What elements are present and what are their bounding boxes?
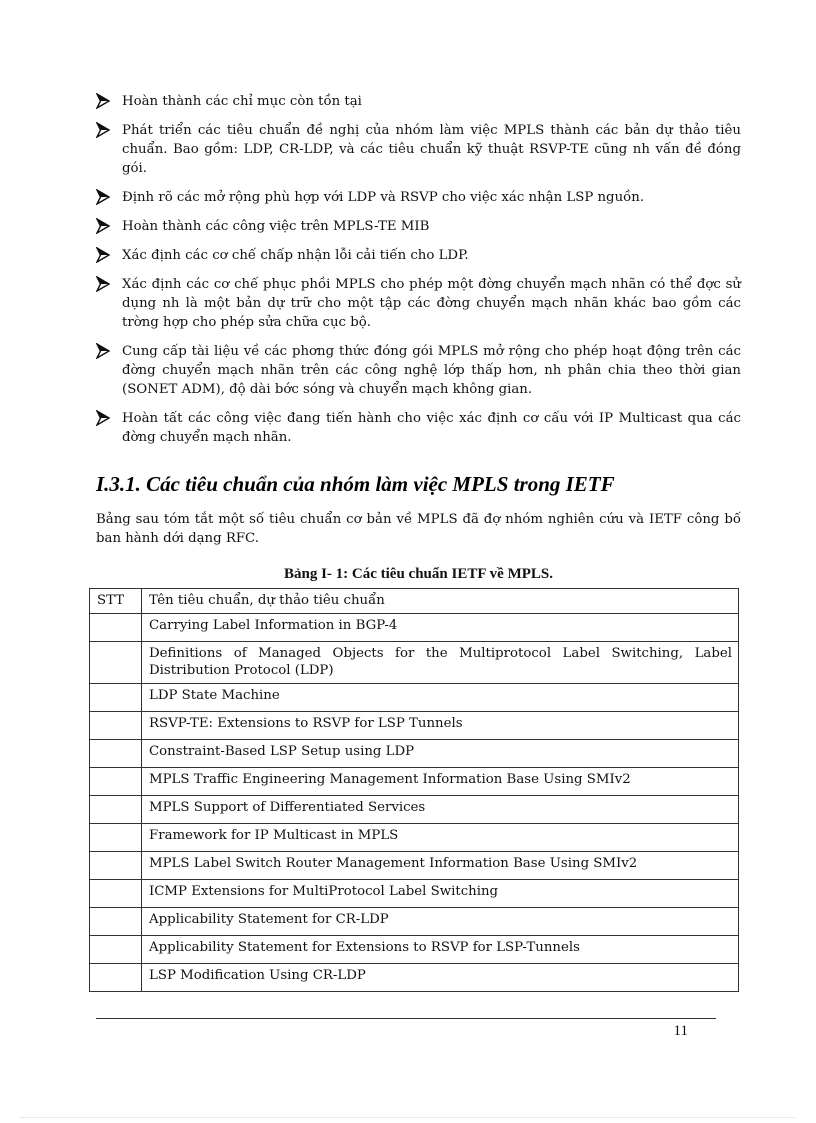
row-standard-name: Constraint-Based LSP Setup using LDP <box>142 740 739 768</box>
header-standard-name: Tên tiêu chuẩn, dự thảo tiêu chuẩn <box>142 589 739 614</box>
bullet-item <box>96 217 741 236</box>
table-row <box>90 852 739 880</box>
row-stt <box>90 964 142 992</box>
row-standard-name: RSVP-TE: Extensions to RSVP for LSP Tunnels <box>142 712 739 740</box>
row-stt <box>90 712 142 740</box>
bullet-item <box>96 409 741 447</box>
row-stt <box>90 614 142 642</box>
page-number: 11 <box>673 1023 688 1039</box>
row-stt <box>90 740 142 768</box>
bullet-item <box>96 92 741 111</box>
row-standard-name: MPLS Support of Differentiated Services <box>142 796 739 824</box>
table-row <box>90 712 739 740</box>
table-row <box>90 614 739 642</box>
bullet-item <box>96 246 741 265</box>
row-stt <box>90 936 142 964</box>
row-stt <box>90 768 142 796</box>
table-row <box>90 768 739 796</box>
row-standard-name: Applicability Statement for CR-LDP <box>142 908 739 936</box>
bullet-text: Cung cấp tài liệu về các phơng thức đóng gói MPLS mở rộng cho phép hoạt động trên các đờng chuyển mạch nhãn trên các công nghệ lớp thấp hơn, nh phân chia theo thời gian (SONET ADM), độ dài bớc sóng và chuyển mạch không gian. <box>122 344 741 397</box>
bullet-text: Định rõ các mở rộng phù hợp với LDP và RSVP cho việc xác nhận LSP nguồn. <box>122 190 645 205</box>
bullet-text: Hoàn thành các công việc trên MPLS-TE MIB <box>122 219 430 234</box>
header-stt: STT <box>90 589 142 614</box>
row-stt <box>90 684 142 712</box>
arrowhead-bullet-icon <box>96 218 110 234</box>
standards-table <box>89 588 739 992</box>
intro-paragraph: Bảng sau tóm tắt một số tiêu chuẩn cơ bản về MPLS đã đợ nhóm nghiên cứu và IETF công bố ban hành dới dạng RFC. <box>96 512 741 546</box>
row-stt <box>90 642 142 684</box>
bullet-item <box>96 188 741 207</box>
table-caption: Bảng I- 1: Các tiêu chuẩn IETF về MPLS. <box>283 566 554 582</box>
bullet-item <box>96 121 741 178</box>
page-bottom-edge <box>20 1117 796 1118</box>
row-standard-name: LSP Modification Using CR-LDP <box>142 964 739 992</box>
bullet-text: Xác định các cơ chế phục phồi MPLS cho phép một đờng chuyển mạch nhãn có thể đợc sử dụng nh là một bản dự trữ cho một tập các đờng chuyển mạch nhãn khác bao gồm các trờng hợp cho phép sửa chữa cục bộ. <box>122 277 741 330</box>
table-row <box>90 684 739 712</box>
row-stt <box>90 880 142 908</box>
arrowhead-bullet-icon <box>96 276 110 292</box>
bullet-item <box>96 275 741 332</box>
table-header-row <box>90 589 739 614</box>
table-row <box>90 740 739 768</box>
row-standard-name: Applicability Statement for Extensions to RSVP for LSP-Tunnels <box>142 936 739 964</box>
table-row <box>90 796 739 824</box>
goals-bullet-list <box>96 92 741 457</box>
row-stt <box>90 852 142 880</box>
table-row <box>90 936 739 964</box>
table-row <box>90 880 739 908</box>
arrowhead-bullet-icon <box>96 189 110 205</box>
arrowhead-bullet-icon <box>96 343 110 359</box>
footer-divider <box>96 1018 716 1019</box>
table-row <box>90 642 739 684</box>
bullet-text: Xác định các cơ chế chấp nhận lỗi cải tiến cho LDP. <box>122 248 469 263</box>
table-row <box>90 908 739 936</box>
bullet-item <box>96 342 741 399</box>
arrowhead-bullet-icon <box>96 247 110 263</box>
row-stt <box>90 908 142 936</box>
row-stt <box>90 796 142 824</box>
row-standard-name: ICMP Extensions for MultiProtocol Label Switching <box>142 880 739 908</box>
arrowhead-bullet-icon <box>96 410 110 426</box>
row-stt <box>90 824 142 852</box>
table-row <box>90 824 739 852</box>
row-standard-name: Carrying Label Information in BGP-4 <box>142 614 739 642</box>
row-standard-name: Definitions of Managed Objects for the Multiprotocol Label Switching, Label Distribution Protocol (LDP) <box>142 642 739 684</box>
row-standard-name: Framework for IP Multicast in MPLS <box>142 824 739 852</box>
row-standard-name: LDP State Machine <box>142 684 739 712</box>
section-heading: I.3.1. Các tiêu chuẩn của nhóm làm việc MPLS trong IETF <box>96 472 615 496</box>
bullet-text: Hoàn thành các chỉ mục còn tồn tại <box>122 94 362 109</box>
bullet-text: Phát triển các tiêu chuẩn đề nghị của nhóm làm việc MPLS thành các bản dự thảo tiêu chuẩn. Bao gồm: LDP, CR-LDP, và các tiêu chuẩn kỹ thuật RSVP-TE cũng nh vấn đề đóng gói. <box>122 123 741 176</box>
row-standard-name: MPLS Label Switch Router Management Information Base Using SMIv2 <box>142 852 739 880</box>
arrowhead-bullet-icon <box>96 93 110 109</box>
table-row <box>90 964 739 992</box>
bullet-text: Hoàn tất các công việc đang tiến hành cho việc xác định cơ cấu với IP Multicast qua các đờng chuyển mạch nhãn. <box>122 411 741 445</box>
arrowhead-bullet-icon <box>96 122 110 138</box>
row-standard-name: MPLS Traffic Engineering Management Information Base Using SMIv2 <box>142 768 739 796</box>
